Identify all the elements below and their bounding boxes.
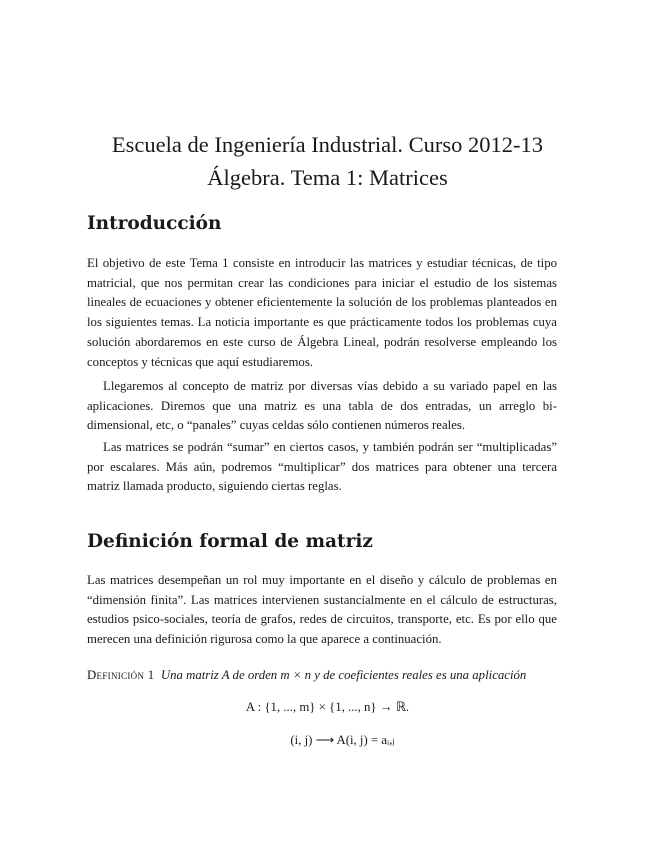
- definition-label: Definición 1: [87, 668, 155, 682]
- intro-paragraph-2: Llegaremos al concepto de matriz por diversas vías debido a su variado papel en las aplicaciones. Diremos que una matriz es una tabla de dos entradas, un arreglo bi-dimensional, etc, o “panales” cuyas celdas sólo contienen números reales.: [87, 379, 557, 433]
- definition-1: [87, 666, 557, 686]
- intro-paragraph-1: El objetivo de este Tema 1 consiste en introducir las matrices y estudiar técnicas, de tipo matricial, que nos permitan crear las condiciones para iniciar el estudio de los sistemas lineales de ecuaciones y obtener eficientemente la solución de los problemas planteados en los siguientes temas. La noticia importante es que prácticamente todos los problemas cuya solución abordaremos en este curso de Álgebra Lineal, podrán resolverse empleando los conceptos y técnicas que aquí estudiaremos.: [87, 256, 557, 369]
- formula-mapping: A : {1, ..., m} × {1, ..., n} → ℝ.: [245, 700, 410, 714]
- document-title-line-1: Escuela de Ingeniería Industrial. Curso 2012-13: [111, 132, 544, 157]
- document-title-line-2: Álgebra. Tema 1: Matrices: [207, 165, 448, 190]
- formula-element: (i, j) ⟶ A(i, j) = aᵢ,ⱼ: [290, 733, 395, 747]
- section-heading-definition: Definición formal de matriz: [87, 531, 373, 552]
- intro-paragraph-3: Las matrices se podrán “sumar” en ciertos casos, y también podrán ser “multiplicadas” por escalares. Más aún, podremos “multiplicar” dos matrices para obtener una tercera matriz llamada producto, siguiendo ciertas reglas.: [87, 440, 557, 494]
- definition-paragraph-1: Las matrices desempeñan un rol muy importante en el diseño y cálculo de problemas en “dimensión finita”. Las matrices intervienen sustancialmente en el cálculo de estructuras, estudios psico-sociales, teoría de grafos, redes de circuitos, transporte, etc. Es por ello que merecen una definición rigurosa como la que aparece a continuación.: [87, 573, 557, 647]
- definition-text: Una matriz A de orden m × n y de coeficientes reales es una aplicación: [160, 668, 527, 682]
- section-heading-introduction: Introducción: [87, 213, 222, 234]
